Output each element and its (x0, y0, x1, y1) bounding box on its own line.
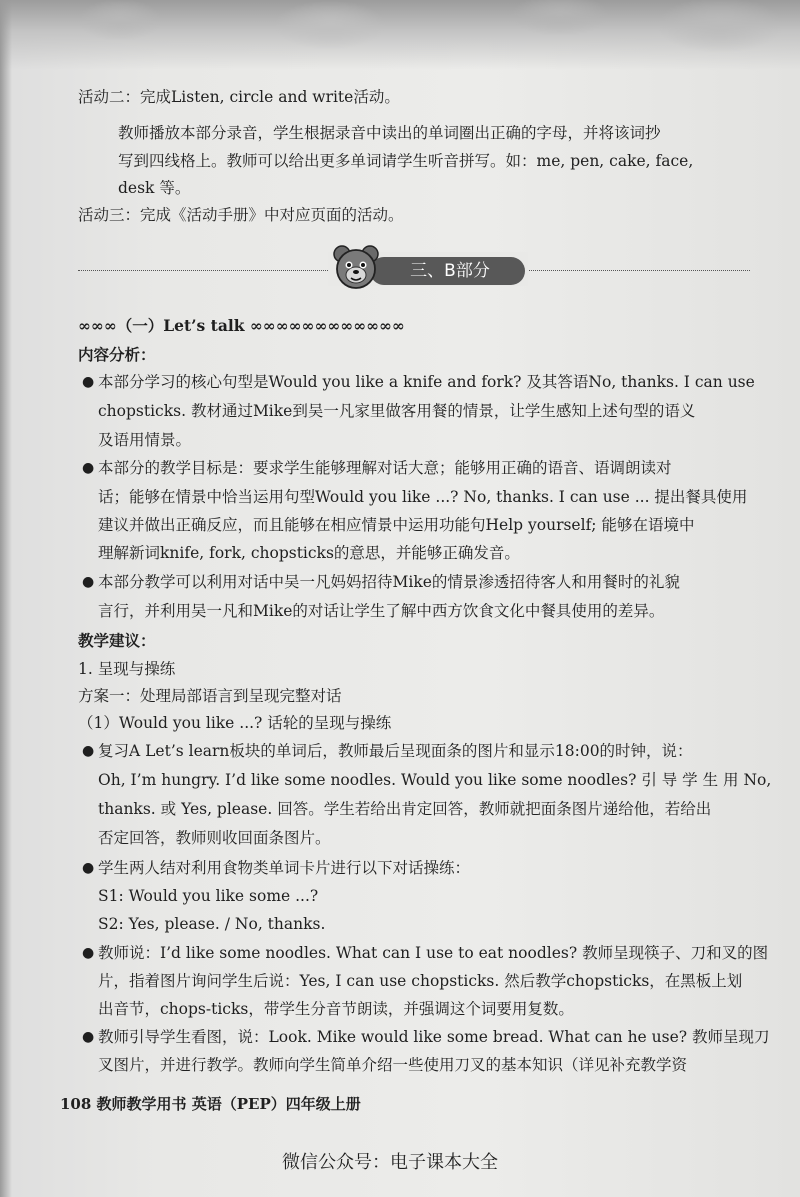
content-analysis-heading: 内容分析： (78, 345, 156, 364)
page-footer: 108 教师教学用书 英语（PEP）四年级上册 (60, 1095, 361, 1113)
analysis-bullet-2-line-4: 理解新词knife, fork, chopsticks的意思，并能够正确发音。 (98, 544, 520, 562)
teaching-heading: 教学建议： (78, 631, 156, 650)
teaching-bullet-3-line-3: 出音节，chops-ticks，带学生分音节朗读，并强调这个词要用复数。 (98, 1000, 574, 1018)
teaching-bullet-3-line-1: 教师说：I’d like some noodles. What can I use to eat noodles? 教师呈现筷子、刀和叉的图 (98, 944, 769, 962)
teaching-bullet-4-line-2: 叉图片，并进行教学。教师向学生简单介绍一些使用刀叉的基本知识（详见补充教学资 (98, 1056, 688, 1074)
analysis-bullet-3-line-1: 本部分教学可以利用对话中吴一凡妈妈招待Mike的情景渗透招待客人和用餐时的礼貌 (98, 573, 680, 591)
bullet-dot: ● (82, 374, 95, 390)
bear-mascot-icon (332, 244, 380, 290)
top-decoration (0, 0, 800, 70)
teaching-point1: （1）Would you like ...? 话轮的呈现与操练 (78, 714, 392, 732)
activity3-title: 活动三：完成《活动手册》中对应页面的活动。 (78, 206, 404, 224)
bullet-dot: ● (82, 574, 95, 590)
teaching-bullet-2-line-2: S1: Would you like some ...? (98, 887, 319, 905)
analysis-bullet-3-line-2: 言行，并利用吴一凡和Mike的对话让学生了解中西方饮食文化中餐具使用的差异。 (98, 602, 665, 620)
teaching-bullet-2-line-3: S2: Yes, please. / No, thanks. (98, 915, 326, 933)
teaching-bullet-1-line-4: 否定回答，教师则收回面条图片。 (98, 829, 331, 847)
bullet-dot: ● (82, 743, 95, 759)
bullet-dot: ● (82, 460, 95, 476)
analysis-bullet-1-line-3: 及语用情景。 (98, 431, 192, 449)
teaching-sub1: 1. 呈现与操练 (78, 660, 176, 678)
analysis-bullet-2-line-3: 建议并做出正确反应，而且能够在相应情景中运用功能句Help yourself; 能够在语境中 (98, 516, 695, 534)
teaching-bullet-4-line-1: 教师引导学生看图，说：Look. Mike would like some bread. What can he use? 教师呈现刀 (98, 1028, 770, 1046)
binding-shadow (0, 0, 12, 1197)
bullet-dot: ● (82, 860, 95, 876)
teaching-bullet-2-line-1: 学生两人结对利用食物类单词卡片进行以下对话操练： (98, 859, 471, 877)
teaching-plan1: 方案一：处理局部语言到呈现完整对话 (78, 687, 342, 705)
activity2-line-2: 写到四线格上。教师可以给出更多单词请学生听音拼写。如：me, pen, cake, face, (118, 152, 694, 170)
activity2-title: 活动二：完成Listen, circle and write活动。 (78, 88, 400, 106)
teaching-bullet-1-line-3: thanks. 或 Yes, please. 回答。学生若给出肯定回答，教师就把面条图片递给他，若给出 (98, 800, 712, 818)
analysis-bullet-1-line-1: 本部分学习的核心句型是Would you like a knife and fork? 及其答语No, thanks. I can use (98, 373, 755, 391)
teaching-bullet-1-line-1: 复习A Let’s learn板块的单词后，教师最后呈现面条的图片和显示18:00的时钟，说： (98, 742, 693, 760)
activity2-line-3: desk 等。 (118, 179, 191, 197)
watermark-text: 微信公众号：电子课本大全 (282, 1152, 498, 1173)
activity2-line-1: 教师播放本部分录音，学生根据录音中读出的单词圈出正确的字母，并将该词抄 (118, 124, 661, 142)
bullet-dot: ● (82, 1029, 95, 1045)
teaching-bullet-1-line-2: Oh, I’m hungry. I’d like some noodles. Would you like some noodles? 引 导 学 生 用 No, (98, 771, 772, 789)
analysis-bullet-2-line-1: 本部分的教学目标是：要求学生能够理解对话大意；能够用正确的语音、语调朗读对 (98, 459, 672, 477)
analysis-bullet-2-line-2: 话；能够在情景中恰当运用句型Would you like ...? No, thanks. I can use ... 提出餐具使用 (98, 488, 748, 506)
analysis-bullet-1-line-2: chopsticks. 教材通过Mike到吴一凡家里做客用餐的情景，让学生感知上述句型的语义 (98, 402, 696, 420)
bullet-dot: ● (82, 945, 95, 961)
lets-talk-title: ∞∞∞（一）Let’s talk ∞∞∞∞∞∞∞∞∞∞∞∞ (78, 316, 405, 335)
teaching-bullet-3-line-2: 片，指着图片询问学生后说：Yes, I can use chopsticks. 然后教学chopsticks，在黑板上划 (98, 972, 743, 990)
section-header-label: 三、B部分 (410, 261, 490, 281)
